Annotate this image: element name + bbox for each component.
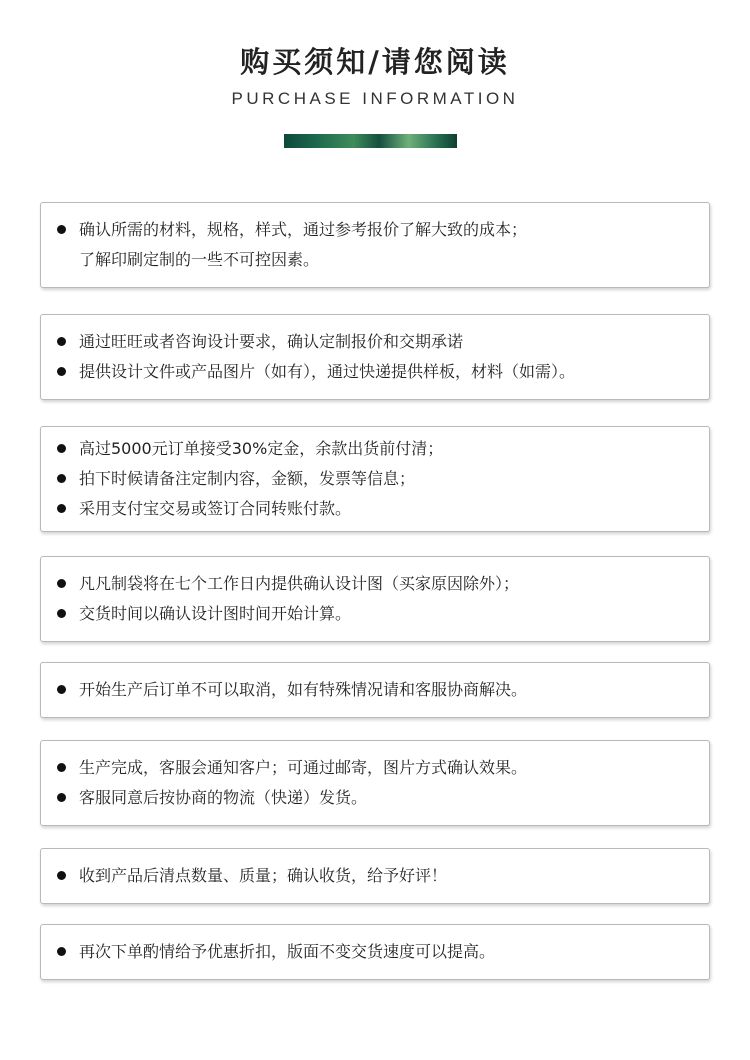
info-box-receipt — [40, 848, 710, 904]
info-line: 交货时间以确认设计图时间开始计算。 — [57, 599, 693, 629]
info-line: 开始生产后订单不可以取消，如有特殊情况请和客服协商解决。 — [57, 675, 693, 705]
info-box-shipping — [40, 740, 710, 826]
bullet-icon — [57, 685, 66, 694]
bullet-icon — [57, 763, 66, 772]
info-line: 高过5000元订单接受30%定金，余款出货前付清； — [57, 434, 693, 464]
info-line: 通过旺旺或者咨询设计要求，确认定制报价和交期承诺 — [57, 327, 693, 357]
info-line: 采用支付宝交易或签订合同转账付款。 — [57, 494, 693, 524]
bullet-icon — [57, 871, 66, 880]
bullet-icon — [57, 225, 66, 234]
bullet-icon — [57, 337, 66, 346]
bullet-icon — [57, 367, 66, 376]
info-line: 收到产品后清点数量、质量；确认收货，给予好评！ — [57, 861, 693, 891]
info-line: 生产完成，客服会通知客户；可通过邮寄，图片方式确认效果。 — [57, 753, 693, 783]
info-box-reorder-discount — [40, 924, 710, 980]
bullet-icon — [57, 579, 66, 588]
info-line: 拍下时候请备注定制内容，金额，发票等信息； — [57, 464, 693, 494]
bullet-icon — [57, 793, 66, 802]
info-line: 确认所需的材料，规格，样式，通过参考报价了解大致的成本； — [57, 215, 693, 245]
info-box-payment — [40, 426, 710, 532]
info-box-confirm-materials — [40, 202, 710, 288]
bullet-icon — [57, 444, 66, 453]
decorative-leaf-banner — [284, 134, 457, 148]
info-line: 再次下单酌情给予优惠折扣，版面不变交货速度可以提高。 — [57, 937, 693, 967]
info-box-design-confirmation — [40, 556, 710, 642]
info-box-no-cancellation — [40, 662, 710, 718]
page-title: 购买须知/请您阅读 — [240, 45, 510, 79]
page-subtitle: PURCHASE INFORMATION — [231, 89, 519, 108]
info-line: 了解印刷定制的一些不可控因素。 — [79, 250, 320, 269]
bullet-icon — [57, 609, 66, 618]
info-line: 凡凡制袋将在七个工作日内提供确认设计图（买家原因除外）； — [57, 569, 693, 599]
bullet-icon — [57, 947, 66, 956]
info-line: 提供设计文件或产品图片（如有），通过快递提供样板，材料（如需）。 — [57, 357, 693, 387]
bullet-icon — [57, 474, 66, 483]
info-line: 客服同意后按协商的物流（快递）发货。 — [57, 783, 693, 813]
bullet-icon — [57, 504, 66, 513]
info-box-design-requirements — [40, 314, 710, 400]
